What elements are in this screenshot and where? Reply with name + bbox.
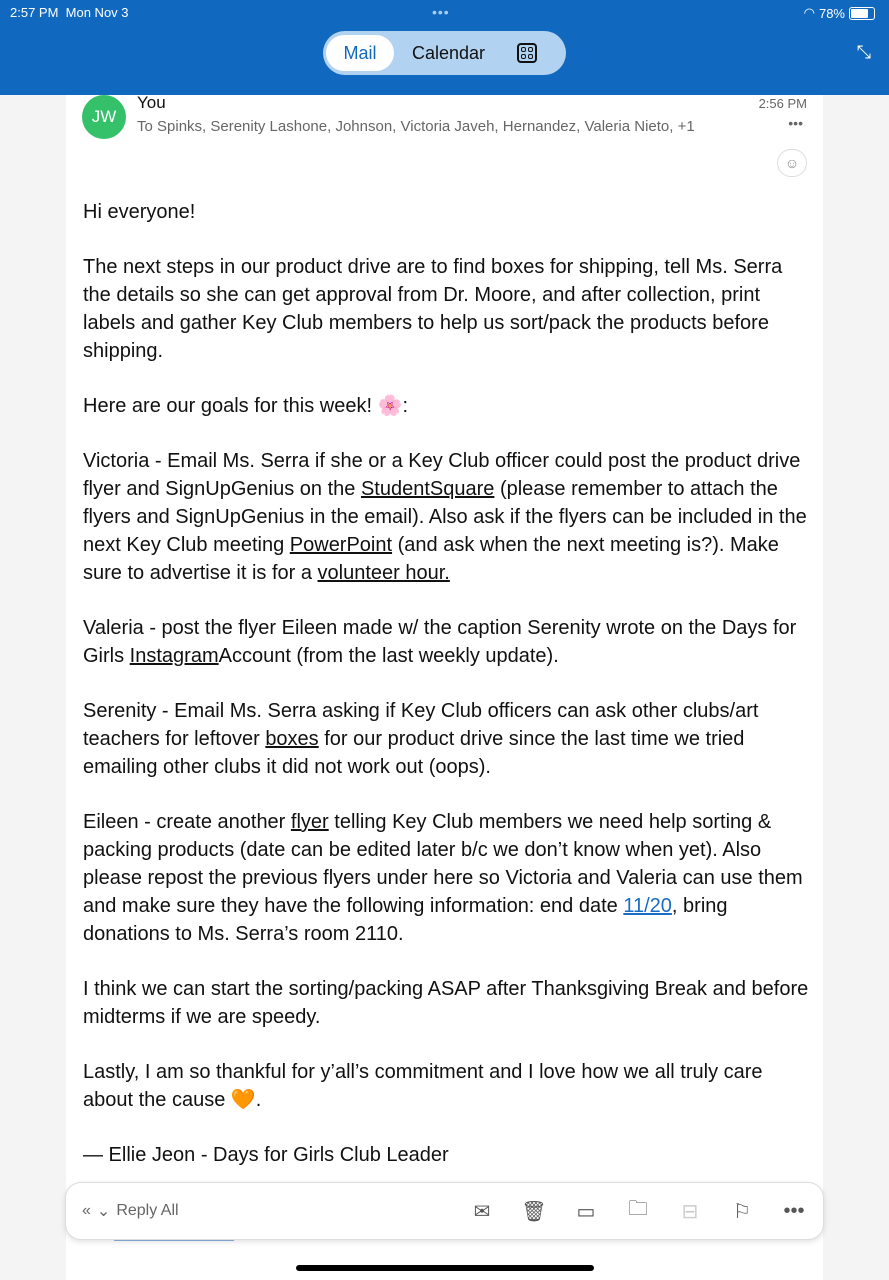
body-paragraph bbox=[83, 253, 813, 365]
trash-icon[interactable]: 🗑︎ bbox=[521, 1200, 547, 1223]
battery-icon bbox=[849, 7, 875, 20]
body-paragraph bbox=[83, 975, 813, 1031]
move-folder-icon[interactable]: 🗀 bbox=[628, 1198, 648, 1220]
body-text: I think we can start the sorting/packing ASAP after Thanksgiving Break and before midterms if we are speedy. bbox=[83, 978, 809, 1028]
tab-mail[interactable]: Mail bbox=[326, 35, 394, 71]
reply-all-label: Reply All bbox=[116, 1202, 179, 1219]
top-bar bbox=[0, 0, 889, 95]
status-time: 2:57 PM Mon Nov 3 bbox=[10, 5, 129, 20]
body-paragraph bbox=[83, 1141, 813, 1169]
body-text: Account (from the last weekly update). bbox=[218, 645, 559, 667]
mark-unread-icon[interactable]: ✉ bbox=[473, 1200, 491, 1223]
reply-all-icon: « bbox=[82, 1202, 91, 1219]
body-text: for our product drive since the last time we tried emailing other clubs it did not work out (oops). bbox=[83, 728, 745, 778]
more-options-icon[interactable]: ••• bbox=[788, 115, 803, 131]
status-right bbox=[804, 5, 875, 21]
body-link[interactable]: Instagram bbox=[129, 645, 219, 667]
body-link[interactable]: PowerPoint bbox=[289, 534, 393, 556]
body-text: Valeria - post the flyer Eileen made w/ the caption Serenity wrote on the Days for Girls bbox=[83, 617, 797, 667]
body-text: Eileen - create another bbox=[83, 811, 291, 833]
body-link[interactable]: StudentSquare bbox=[360, 478, 495, 500]
body-text: Serenity - Email Ms. Serra asking if Key Club officers can ask other clubs/art teachers for leftover bbox=[83, 700, 759, 750]
reaction-smiley-icon[interactable]: ☺ bbox=[777, 149, 807, 177]
home-indicator[interactable] bbox=[296, 1265, 594, 1271]
body-paragraph bbox=[83, 614, 813, 670]
body-paragraph bbox=[83, 697, 813, 781]
body-text: Hi everyone! bbox=[83, 201, 196, 223]
message-time: 2:56 PM bbox=[758, 96, 807, 111]
body-link[interactable]: boxes bbox=[265, 728, 319, 750]
body-text: Victoria - Email Ms. Serra if she or a Key Club officer could post the product drive flyer and SignUpGenius on the bbox=[83, 450, 801, 500]
move-to-focused-icon[interactable]: ⊟ bbox=[681, 1200, 699, 1223]
body-link[interactable]: volunteer hour. bbox=[317, 562, 450, 584]
wifi-icon: ◠ bbox=[803, 5, 815, 20]
body-text: (please remember to attach the flyers and SignUpGenius in the email). Also ask if the flyers can be included in the next Key Club meeting bbox=[83, 478, 807, 556]
body-text: telling Key Club members we need help sorting & packing products (date can be edited later b/c we don’t know when yet). Also please repost the previous flyers under here so Victoria and Valeria can use them and make sure they have the following information: end date bbox=[83, 811, 803, 917]
body-link[interactable]: 11/20 bbox=[623, 895, 672, 917]
flag-icon[interactable]: ⚐ bbox=[733, 1200, 751, 1223]
avatar: JW bbox=[82, 95, 126, 139]
body-text: , bring donations to Ms. Serra’s room 2110. bbox=[83, 895, 728, 945]
body-paragraph bbox=[83, 447, 813, 587]
body-text: — Ellie Jeon - Days for Girls Club Leader bbox=[83, 1144, 449, 1166]
body-text: Lastly, I am so thankful for y’all’s commitment and I love how we all truly care about the cause 🧡. bbox=[83, 1061, 763, 1111]
recipients[interactable]: To Spinks, Serenity Lashone, Johnson, Victoria Javeh, Hernandez, Valeria Nieto, +1 bbox=[137, 118, 695, 135]
reply-all-button[interactable] bbox=[82, 1201, 179, 1221]
archive-icon[interactable]: ▭ bbox=[576, 1200, 596, 1223]
message-toolbar bbox=[65, 1182, 824, 1240]
body-text: Here are our goals for this week! 🌸: bbox=[83, 395, 409, 417]
chevron-down-icon[interactable]: ⌄ bbox=[96, 1203, 111, 1220]
body-paragraph bbox=[83, 808, 813, 948]
body-paragraph bbox=[83, 1058, 813, 1114]
apps-grid-icon[interactable] bbox=[517, 43, 537, 63]
body-paragraph bbox=[83, 198, 813, 226]
more-actions-icon[interactable]: ••• bbox=[783, 1199, 805, 1222]
body-text: The next steps in our product drive are to find boxes for shipping, tell Ms. Serra the details so she can get approval from Dr. Moore, and after collection, print labels and gather Key Club members to help us sort/pack the products before shipping. bbox=[83, 256, 783, 362]
body-link[interactable]: flyer bbox=[290, 811, 329, 833]
collapse-icon[interactable]: ⤡ bbox=[856, 42, 871, 62]
multitasking-dots[interactable]: ••• bbox=[432, 4, 450, 20]
app-switcher bbox=[323, 31, 566, 75]
sender-name: You bbox=[137, 93, 166, 112]
battery-percent: 78% bbox=[818, 5, 845, 21]
body-paragraph bbox=[83, 392, 813, 420]
message-body bbox=[83, 198, 813, 1196]
body-text: (and ask when the next meeting is?). Make sure to advertise it is for a bbox=[83, 534, 779, 584]
tab-calendar[interactable]: Calendar bbox=[412, 42, 486, 63]
message-card bbox=[66, 95, 823, 1280]
